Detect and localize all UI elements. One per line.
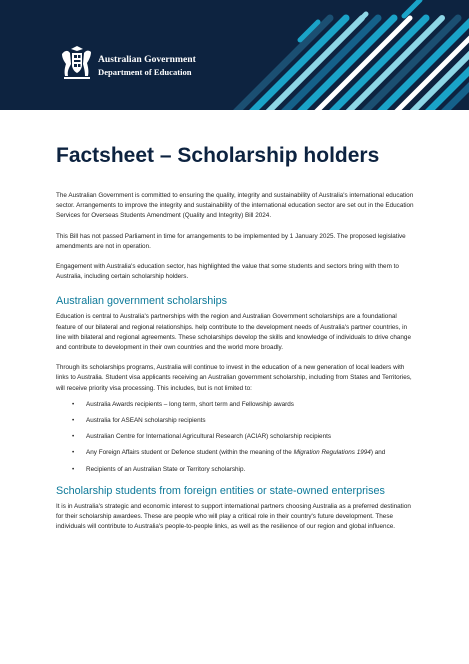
list-item: [56, 448, 418, 458]
list-item: [56, 416, 418, 426]
list-item-text-after: ) and: [370, 449, 386, 457]
section2-paragraph-1: It is in Australia's strategic and economic interest to support international partners choosing Australia as a preferred destination for their scholarship awardees. These are people who will play a critical role in their country's future development. These individuals will contribute to Australia's people-to-people links, as well as the resilience of our region and global influence.: [56, 502, 411, 531]
list-item: [56, 432, 418, 442]
bullet-icon: •: [72, 400, 75, 408]
section-heading-government-scholarships: Australian government scholarships: [56, 295, 228, 308]
list-item-text: [86, 449, 385, 456]
list-item-text: Australian Centre for International Agricultural Research (ACIAR) scholarship recipients: [86, 433, 332, 441]
list-item: [56, 400, 418, 410]
list-item-text: Recipients of an Australian State or Territory scholarship.: [86, 465, 246, 473]
department-logo-text: [98, 54, 196, 78]
intro-paragraph-3: Engagement with Australia's education sector, has highlighted the value that some students and sectors bring with them to Australia, including certain scholarship holders.: [56, 263, 399, 281]
list-item-text-before: Any Foreign Affairs student or Defence student (within the meaning of the: [86, 449, 294, 457]
list-item-text: Australia for ASEAN scholarship recipients: [86, 417, 206, 425]
intro-paragraph-1: The Australian Government is committed to ensuring the quality, integrity and sustainability of Australia's international education sector. Arrangements to improve the integrity and sustainability of the international education sector are set out in the Education Services for Overseas Students Amendment (Quality and Integrity) Bill 2024.: [56, 192, 414, 220]
bullet-icon: •: [72, 465, 75, 473]
coat-of-arms-icon: [56, 44, 96, 84]
bullet-icon: •: [72, 417, 75, 425]
org-name: Australian Government: [98, 54, 196, 65]
scholarship-list: [56, 400, 418, 475]
list-item-text: Australia Awards recipients – long term, short term and Fellowship awards: [86, 400, 294, 408]
bullet-icon: •: [72, 449, 75, 457]
intro-paragraph-2: This Bill has not passed Parliament in time for arrangements to be implemented by 1 January 2025. The proposed legislative amendments are not in operation.: [56, 232, 406, 250]
header-banner: [0, 0, 469, 110]
section1-paragraph-2: Through its scholarships programs, Australia will continue to invest in the education of a new generation of local leaders with links to Australia. Student visa applicants receiving an Australian government scholarship, including from States and Territories, will receive priority visa processing. This includes, but is not limited to:: [56, 364, 412, 392]
list-item: [56, 465, 418, 475]
page-title: Factsheet – Scholarship holders: [56, 144, 380, 167]
department-name: Department of Education: [98, 67, 192, 77]
section1-paragraph-1: Education is central to Australia's partnerships with the region and Australian Government scholarships are a foundational feature of our bilateral and regional relationships. help contribute to the development needs of Australia's partner countries, in line with bilateral and regional agreements. These scholarships develop the skills and knowledge of individuals to drive change and contribute to development in their own countries and the world more broadly.: [56, 313, 411, 352]
section-heading-foreign-entities: Scholarship students from foreign entities or state-owned enterprises: [56, 484, 385, 497]
regulation-title: Migration Regulations 1994: [293, 449, 371, 457]
bullet-icon: •: [72, 433, 75, 441]
document-body: [56, 110, 418, 532]
